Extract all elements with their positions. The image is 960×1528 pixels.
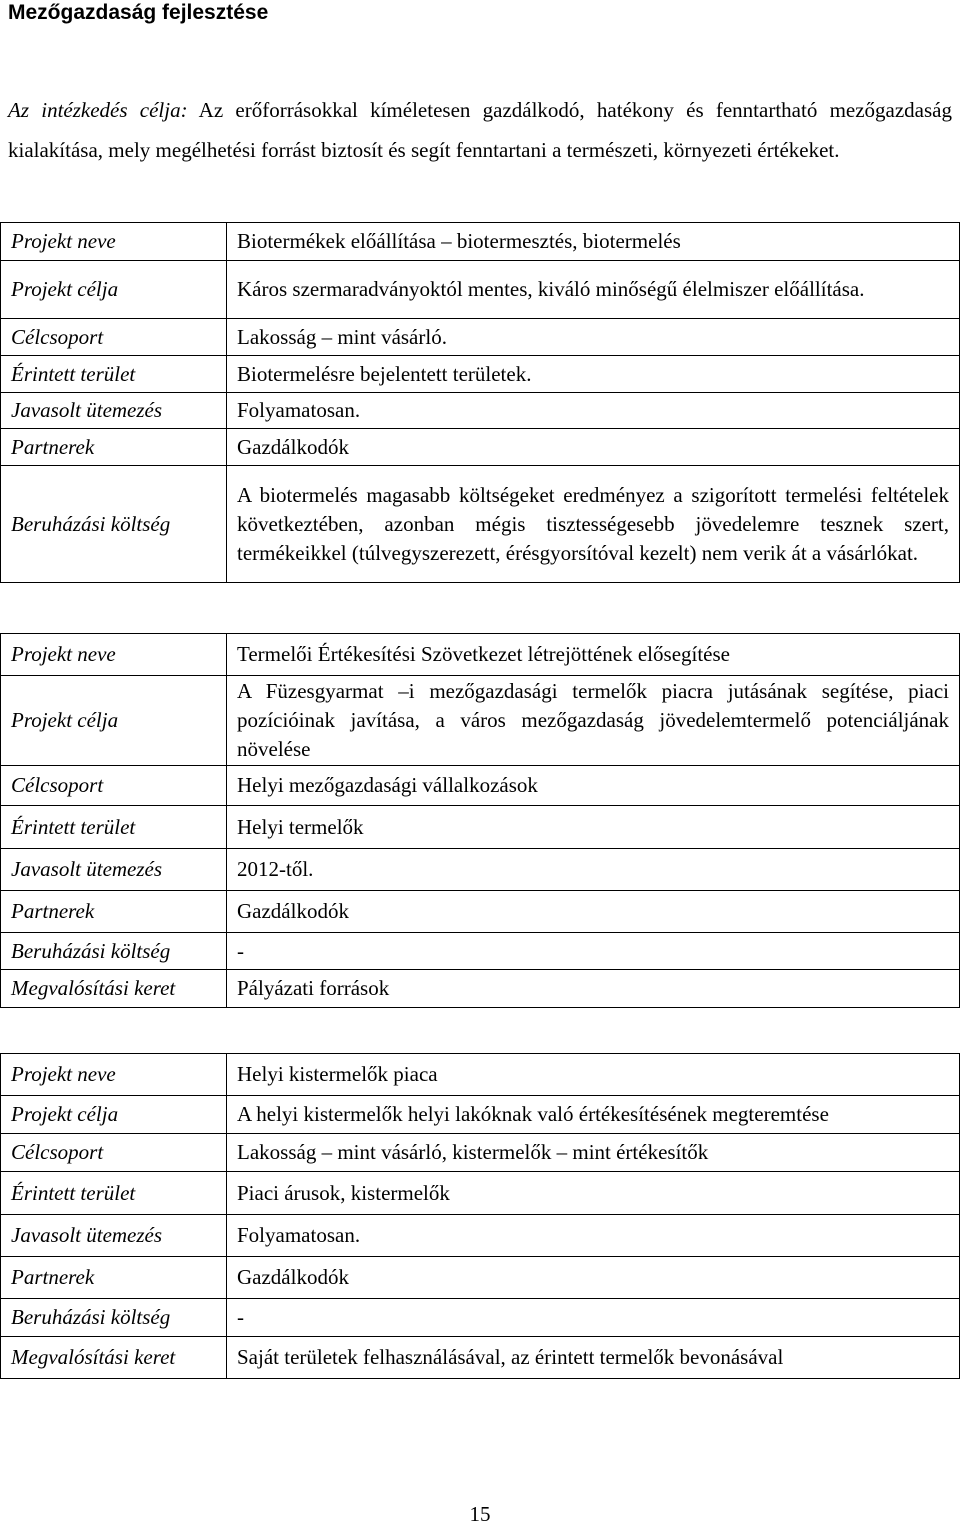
table-row [1, 1257, 960, 1299]
page-number: 15 [469, 1502, 491, 1526]
row-value: Folyamatosan. [227, 1215, 960, 1257]
table-row [1, 970, 960, 1008]
row-value: Helyi termelők [227, 806, 960, 849]
table-row [1, 806, 960, 849]
table-row [1, 1299, 960, 1337]
table-row [1, 319, 960, 356]
row-key: Projekt neve [1, 634, 227, 676]
intro-text: Az erőforrásokkal kíméletesen gazdálkodó, hatékony és fenntartható mezőgazdaság kialakítása, mely megélhetési forrást biztosít és segít fenntartani a természeti, környezeti értékeket. [8, 98, 952, 162]
row-key: Partnerek [1, 1257, 227, 1299]
row-value: Piaci árusok, kistermelők [227, 1172, 960, 1215]
row-key: Megvalósítási keret [1, 1337, 227, 1379]
row-value: Lakosság – mint vásárló, kistermelők – mint értékesítők [227, 1134, 960, 1172]
row-key: Beruházási költség [1, 466, 227, 583]
project-table-3 [0, 1053, 960, 1379]
table-row [1, 261, 960, 319]
table-row [1, 1215, 960, 1257]
row-value: A helyi kistermelők helyi lakóknak való értékesítésének megteremtése [227, 1096, 960, 1134]
row-value: Biotermékek előállítása – biotermesztés, biotermelés [227, 223, 960, 261]
table-row [1, 1337, 960, 1379]
row-value: - [227, 1299, 960, 1337]
row-value: Gazdálkodók [227, 429, 960, 466]
row-key: Partnerek [1, 429, 227, 466]
row-value: A biotermelés magasabb költségeket eredményez a szigorított termelési feltételek következtében, azonban mégis tisztességesebb jövedelemre tesznek szert, termékeikkel (túlvegyszerezett, érésgyorsítóval kezelt) nem verik át a vásárlókat. [227, 466, 960, 583]
row-key: Projekt célja [1, 1096, 227, 1134]
row-value: Saját területek felhasználásával, az érintett termelők bevonásával [227, 1337, 960, 1379]
row-value: Káros szermaradványoktól mentes, kiváló minőségű élelmiszer előállítása. [227, 261, 960, 319]
project-table-2 [0, 633, 960, 1008]
row-value: - [227, 933, 960, 970]
table-row [1, 356, 960, 393]
row-value: Gazdálkodók [227, 891, 960, 933]
intro-paragraph [8, 90, 952, 170]
table-row [1, 1054, 960, 1096]
row-key: Célcsoport [1, 766, 227, 806]
project-table-1 [0, 222, 960, 583]
row-key: Beruházási költség [1, 933, 227, 970]
row-key: Partnerek [1, 891, 227, 933]
row-value: Gazdálkodók [227, 1257, 960, 1299]
row-key: Érintett terület [1, 356, 227, 393]
row-key: Érintett terület [1, 1172, 227, 1215]
table-row [1, 891, 960, 933]
row-key: Célcsoport [1, 319, 227, 356]
intro-label: Az intézkedés célja: [8, 98, 188, 122]
row-key: Beruházási költség [1, 1299, 227, 1337]
table-row [1, 223, 960, 261]
row-value: Lakosság – mint vásárló. [227, 319, 960, 356]
row-key: Javasolt ütemezés [1, 1215, 227, 1257]
row-value: 2012-től. [227, 849, 960, 891]
table-row [1, 1172, 960, 1215]
row-key: Érintett terület [1, 806, 227, 849]
row-value: Termelői Értékesítési Szövetkezet létrejöttének elősegítése [227, 634, 960, 676]
table-row [1, 933, 960, 970]
row-key: Projekt neve [1, 1054, 227, 1096]
table-row [1, 393, 960, 429]
table-row [1, 429, 960, 466]
row-key: Célcsoport [1, 1134, 227, 1172]
table-row [1, 766, 960, 806]
table-row [1, 676, 960, 766]
row-value: Helyi mezőgazdasági vállalkozások [227, 766, 960, 806]
row-value: Folyamatosan. [227, 393, 960, 429]
row-value: Pályázati források [227, 970, 960, 1008]
row-key: Projekt célja [1, 676, 227, 766]
table-row [1, 849, 960, 891]
table-row [1, 1096, 960, 1134]
row-value: Biotermelésre bejelentett területek. [227, 356, 960, 393]
row-key: Javasolt ütemezés [1, 849, 227, 891]
table-row [1, 1134, 960, 1172]
row-key: Projekt neve [1, 223, 227, 261]
row-value: Helyi kistermelők piaca [227, 1054, 960, 1096]
row-key: Javasolt ütemezés [1, 393, 227, 429]
table-row [1, 634, 960, 676]
row-key: Megvalósítási keret [1, 970, 227, 1008]
row-key: Projekt célja [1, 261, 227, 319]
table-row [1, 466, 960, 583]
section-title: Mezőgazdaság fejlesztése [8, 1, 269, 24]
row-value: A Füzesgyarmat –i mezőgazdasági termelők piacra jutásának segítése, piaci pozícióinak javítása, a város mezőgazdaság jövedelemtermelő potenciáljának növelése [227, 676, 960, 766]
